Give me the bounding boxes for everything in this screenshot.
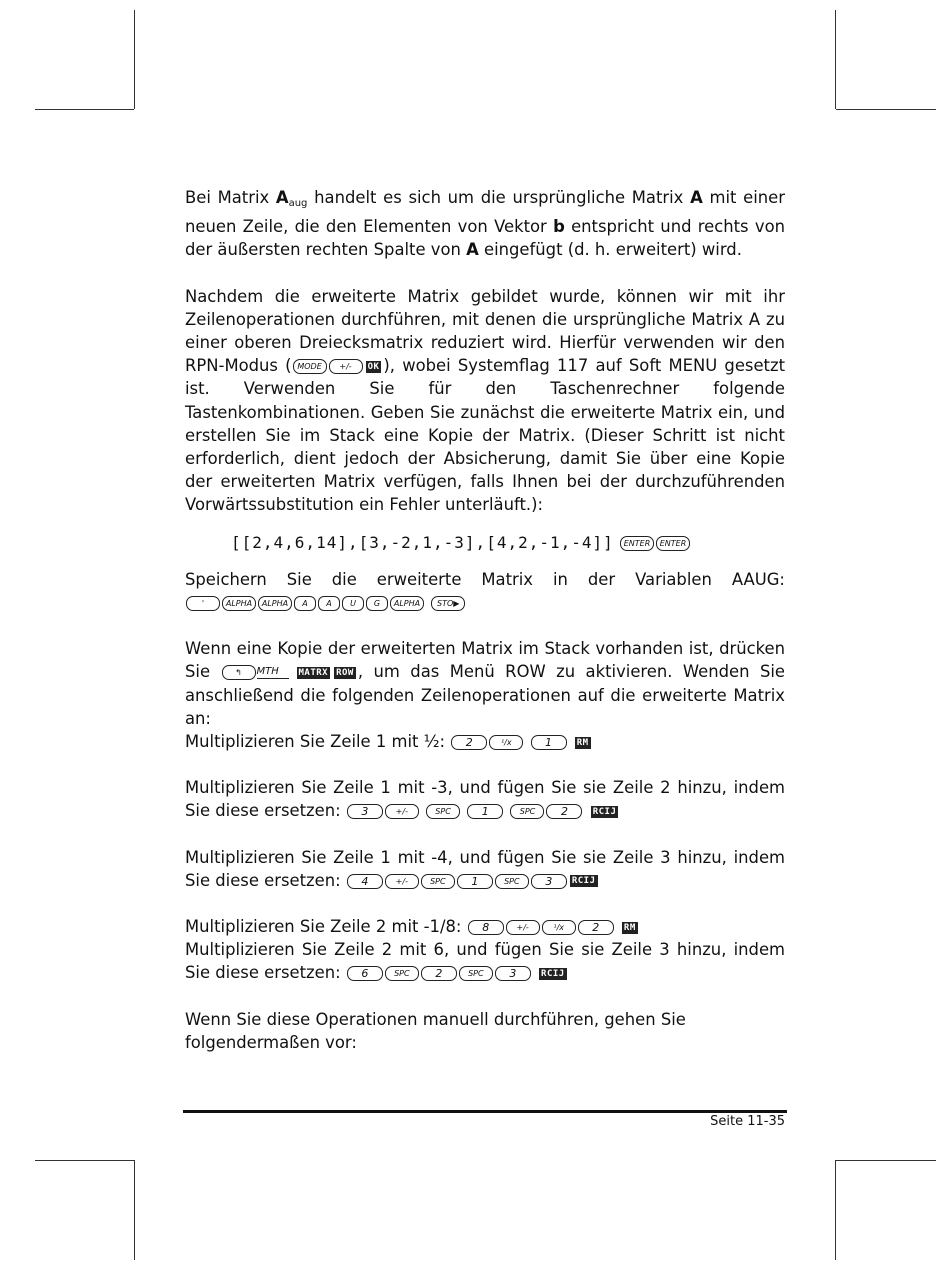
word: der (587, 569, 616, 589)
rci-softkey: RCIJ (571, 876, 596, 887)
inverse-key: ¹/x (489, 735, 523, 750)
step-row2-eighth (185, 915, 785, 938)
crop-mark (134, 10, 135, 109)
mth-label: MTH (257, 666, 289, 679)
paragraph-aug-definition (185, 186, 785, 262)
matrix-symbol: A (690, 188, 703, 207)
alpha-key: ALPHA (258, 596, 292, 611)
matrix-symbol: A (275, 188, 289, 207)
crop-mark (835, 1160, 836, 1260)
text: Multiplizieren Sie Zeile 2 mit 6, und fügen Sie sie Zeile 3 hinzu, indem Sie diese ersetzen: (185, 940, 785, 983)
store-sentence (185, 568, 785, 591)
six-key: 6 (347, 966, 383, 981)
text: Wenn eine Kopie der erweiterten Matrix im Stack vorhanden ist, drücken Sie (185, 639, 785, 682)
text: ), wobei Systemflag 117 auf Soft MENU gesetzt ist. Verwenden Sie für den Taschenrechner folgende Tastenkombinationen. Geben Sie zunächst die erweiterte Matrix ein, und erstellen Sie im Stack eine Kopie der Matrix. (Dieser Schritt ist nicht erforderlich, dient jedoch der Absicherung, damit Sie über eine Kopie der erweiterten Matrix verfügen, falls Ihnen bei der durchzuführenden Vorwärtssubstitution ein Fehler unterläuft.): (185, 356, 785, 515)
left-shift-key: ↰ (222, 665, 256, 680)
three-key: 3 (495, 966, 531, 981)
spc-key: SPC (459, 966, 493, 981)
paragraph-row-menu (185, 637, 785, 730)
three-key: 3 (347, 804, 383, 819)
step-row2 (185, 776, 785, 822)
spc-key: SPC (421, 874, 455, 889)
row-softkey: ROW (336, 667, 354, 678)
text: Multiplizieren Sie Zeile 2 mit -1/8: (185, 917, 462, 937)
word: Sie (286, 569, 312, 589)
closing-paragraph (185, 1008, 785, 1054)
spc-key: SPC (426, 804, 460, 819)
text: Multiplizieren Sie Zeile 1 mit -3, und fügen Sie sie Zeile 2 hinzu, indem Sie diese ersetzen: (185, 778, 785, 821)
text: Wenn Sie diese Operationen manuell durchführen, gehen Sie (185, 1009, 686, 1029)
matrx-softkey: MATRX (298, 667, 329, 678)
page-body (185, 186, 785, 1054)
store-keystrokes (185, 591, 785, 614)
text: mit einer neuen Zeile, die den Elementen von Vektor (185, 188, 785, 237)
word: in (552, 569, 568, 589)
a-key: A (318, 596, 340, 611)
step-row3-six (185, 938, 785, 984)
footer-rule (183, 1110, 787, 1113)
plusminus-key: +/- (329, 359, 363, 374)
mode-key: MODE (293, 359, 327, 374)
ok-softkey: OK (367, 361, 380, 372)
step-row1-half (185, 730, 785, 753)
one-key: 1 (467, 804, 503, 819)
plusminus-key: +/- (385, 874, 419, 889)
text: entspricht und rechts von der äußersten rechten Spalte von (185, 217, 785, 260)
crop-mark (835, 10, 836, 109)
matrix-input-line (185, 531, 785, 554)
one-key: 1 (457, 874, 493, 889)
rm-softkey: RM (576, 737, 589, 748)
sto-key: STO▶ (431, 596, 465, 611)
word: Speichern (185, 569, 267, 589)
spc-key: SPC (510, 804, 544, 819)
text: eingefügt (d. h. erweitert) wird. (478, 240, 742, 260)
enter-key: ENTER (620, 536, 654, 551)
alpha-key: ALPHA (390, 596, 424, 611)
rm-softkey: RM (623, 922, 636, 933)
crop-mark (134, 1160, 135, 1260)
crop-mark (836, 1160, 936, 1161)
text: handelt es sich um die ursprüngliche Matrix (307, 188, 691, 207)
word: erweiterte (376, 569, 462, 589)
g-key: G (366, 596, 388, 611)
a-key: A (294, 596, 316, 611)
inverse-key: ¹/x (542, 920, 576, 935)
vector-symbol: b (553, 217, 565, 237)
word: AAUG: (731, 569, 785, 589)
rci-softkey: RCIJ (541, 968, 565, 979)
text: Nachdem die erweiterte Matrix gebildet wurde, können wir mit ihr Zeilenoperationen durchführen, mit denen die ursprüngliche Matrix A zu einer oberen Dreiecksmatrix reduziert wird. Hierfür verwenden wir den RPN-Modus ( (185, 286, 785, 376)
two-key: 2 (546, 804, 582, 819)
spc-key: SPC (385, 966, 419, 981)
spc-key: SPC (495, 874, 529, 889)
matrix-symbol: A (466, 240, 479, 260)
text: , um das Menü ROW zu aktivieren. Wenden Sie anschließend die folgenden Zeilenoperationen auf die erweiterte Matrix an: (185, 662, 785, 728)
text: folgendermaßen vor: (185, 1032, 357, 1052)
crop-mark (836, 109, 936, 110)
word: Variablen (635, 569, 712, 589)
enter-key: ENTER (656, 536, 690, 551)
matrix-input: [[2,4,6,14],[3,-2,1,-3],[4,2,-1,-4]] (231, 532, 614, 552)
plusminus-key: +/- (385, 804, 419, 819)
four-key: 4 (347, 874, 383, 889)
text: Bei Matrix (185, 188, 276, 207)
eight-key: 8 (468, 920, 504, 935)
crop-mark (35, 1160, 134, 1161)
rci-softkey: RCIJ (592, 806, 617, 817)
page-number: Seite 11-35 (710, 1114, 785, 1129)
subscript: aug (288, 198, 308, 209)
two-key: 2 (578, 920, 614, 935)
plusminus-key: +/- (506, 920, 540, 935)
alpha-key: ALPHA (222, 596, 256, 611)
word: Matrix (481, 569, 533, 589)
three-key: 3 (531, 874, 567, 889)
one-key: 1 (531, 735, 567, 750)
text: Multiplizieren Sie Zeile 1 mit -4, und fügen Sie sie Zeile 3 hinzu, indem Sie diese ersetzen: (185, 847, 785, 890)
two-key: 2 (451, 735, 487, 750)
two-key: 2 (421, 966, 457, 981)
tick-key: ' (186, 596, 220, 611)
text: Multiplizieren Sie Zeile 1 mit ½: (185, 732, 446, 752)
step-row3 (185, 846, 785, 892)
paragraph-row-operations-intro (185, 285, 785, 517)
crop-mark (35, 109, 134, 110)
u-key: U (342, 596, 364, 611)
word: die (331, 569, 357, 589)
